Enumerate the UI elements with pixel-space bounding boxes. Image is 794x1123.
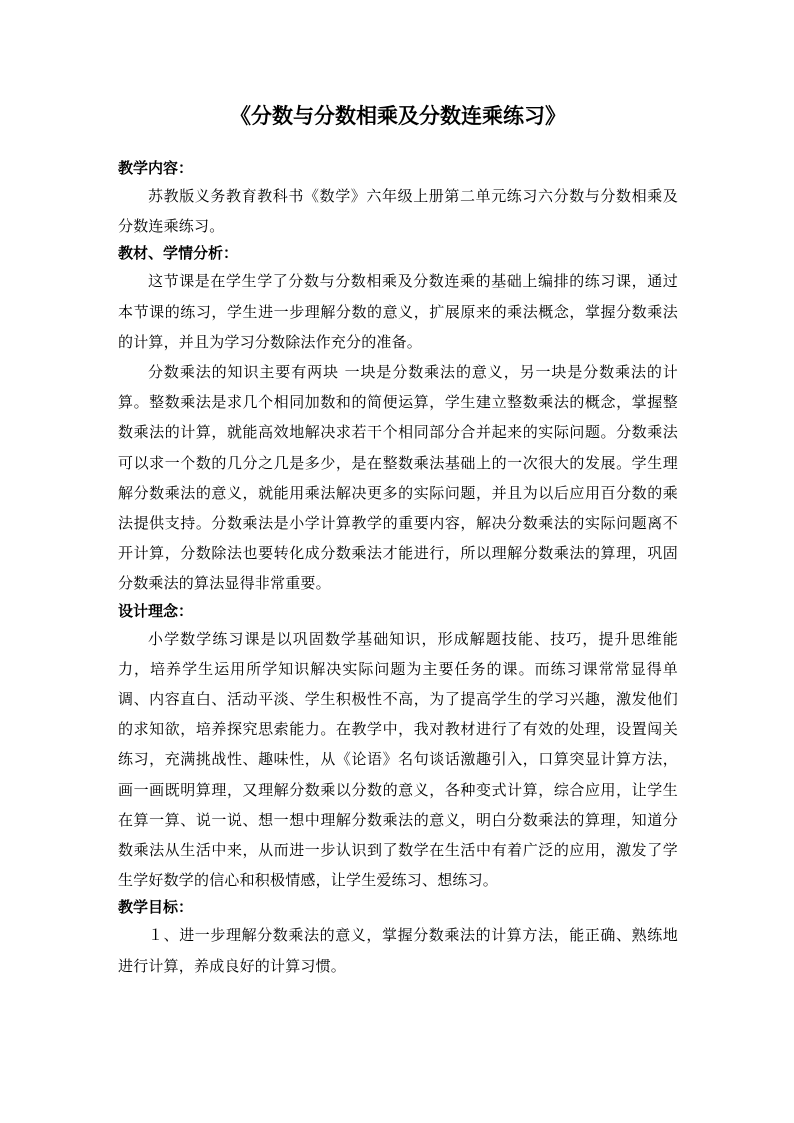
section-design-concept [118,599,678,896]
paragraph-teaching-goals-1: １、进一步理解分数乘法的意义，掌握分数乘法的计算方法，能正确、熟练地进行计算，养成良好的计算习惯。 [118,926,678,975]
document-title: 《分数与分数相乘及分数连乘练习》 [230,103,566,128]
section-teaching-content [118,156,678,241]
section-teaching-goals [118,895,678,980]
paragraph-material-analysis-2: 分数乘法的知识主要有两块 一块是分数乘法的意义，另一块是分数乘法的计算。整数乘法是求几个相同加数和的简便运算，学生建立整数乘法的概念，掌握整数乘法的计算，就能高效地解决求若干个相同部分合并起来的实际问题。分数乘法可以求一个数的几分之几是多少，是在整数乘法基础上的一次很大的发展。学生理解分数乘法的意义，就能用乘法解决更多的实际问题，并且为以后应用百分数的乘法提供支持。分数乘法是小学计算教学的重要内容，解决分数乘法的实际问题离不开计算，分数除法也要转化成分数乘法才能进行，所以理解分数乘法的算理，巩固分数乘法的算法显得非常重要。 [118,363,678,593]
section-heading-teaching-content: 教学内容： [118,159,194,177]
paragraph-design-concept-1: 小学数学练习课是以巩固数学基础知识，形成解题技能、技巧，提升思维能力，培养学生运用所学知识解决实际问题为主要任务的课。而练习课常常显得单调、内容直白、活动平淡、学生积极性不高，为了提高学生的学习兴趣，激发他们的求知欲，培养探究思索能力。在教学中，我对教材进行了有效的处理，设置闯关练习，充满挑战性、趣味性，从《论语》名句谈话激趣引入，口算突显计算方法，画一画既明算理，又理解分数乘以分数的意义，各种变式计算，综合应用，让学生在算一算、说一说、想一想中理解分数乘法的意义，明白分数乘法的算理，知道分数乘法从生活中来，从而进一步认识到了数学在生活中有着广泛的应用，激发了学生学好数学的信心和积极情感，让学生爱练习、想练习。 [118,629,678,890]
paragraph-material-analysis-1: 这节课是在学生学了分数与分数相乘及分数连乘的基础上编排的练习课，通过本节课的练习，学生进一步理解分数的意义，扩展原来的乘法概念，掌握分数乘法的计算，并且为学习分数除法作充分的准备。 [118,272,678,351]
document-page [118,100,678,981]
section-heading-design-concept: 设计理念： [118,601,194,620]
section-heading-material-analysis: 教材、学情分析： [118,244,239,263]
section-heading-teaching-goals: 教学目标： [118,898,194,917]
paragraph-teaching-content-1: 苏教版义务教育教科书《数学》六年级上册第二单元练习六分数与分数相乘及分数连乘练习。 [118,187,678,236]
section-material-analysis [118,241,678,598]
